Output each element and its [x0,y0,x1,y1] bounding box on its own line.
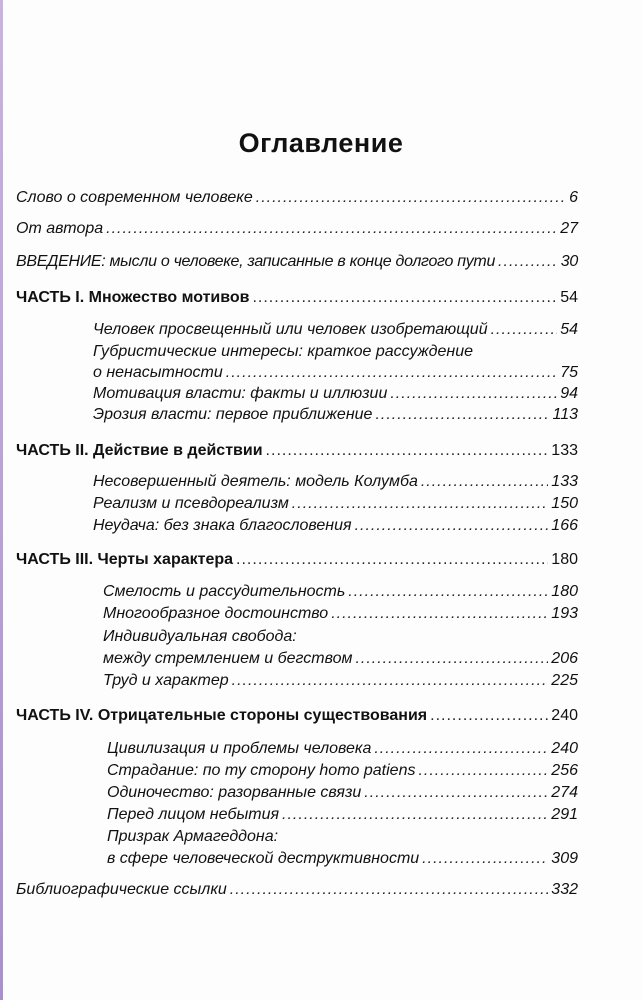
toc-subentry[interactable] [93,320,578,340]
toc-leader [430,706,548,726]
toc-leader [292,494,549,514]
toc-subentry-page: 75 [560,364,578,381]
toc-subentry[interactable] [93,384,578,404]
toc-subentry-page: 206 [551,650,578,667]
toc-subentry-page: 166 [551,517,578,534]
toc-part-label: ЧАСТЬ II. Действие в действии [16,442,263,459]
toc-leader [375,405,549,425]
toc-subentry[interactable] [107,783,578,803]
toc-subentry-label: Труд и характер [103,672,229,689]
toc-subentry-page: 240 [551,740,578,757]
toc-subentry-label: Неудача: без знака благословения [93,517,352,534]
toc-subentry-line: Губристические интересы: краткое рассуждение [93,343,474,360]
toc-leader [348,582,548,602]
toc-subentry-page: 309 [551,850,578,867]
toc-entry-page: 332 [551,881,578,898]
toc-leader [421,472,548,492]
toc-subentry-label: в сфере человеческой деструктивности [107,850,420,867]
toc-subentry[interactable] [107,805,578,825]
toc-leader [418,761,548,781]
toc-subentry-page: 94 [560,385,578,402]
toc-subentry[interactable] [93,405,578,425]
toc-part-page: 133 [551,442,578,459]
toc-subentry-page: 54 [560,321,578,338]
toc-subentry-page: 291 [551,806,578,823]
toc-subentry-label: Страдание: по ту сторону homo patiens [107,762,416,779]
toc-subentry-page: 193 [551,605,578,622]
toc-leader [230,880,549,900]
toc-subentry[interactable] [107,739,578,759]
toc-leader [106,219,557,239]
toc-subentry-label: между стремлением и бегством [103,650,353,667]
toc-leader [355,649,548,669]
toc-leader [266,441,549,461]
toc-entry-label: Слово о современном человеке [16,189,253,206]
toc-entry-page: 30 [560,253,578,270]
toc-leader [374,739,548,759]
toc-subentry-page: 150 [551,495,578,512]
toc-subentry-label: Человек просвещенный или человек изобретающий [93,321,488,338]
toc-part-label: ЧАСТЬ IV. Отрицательные стороны существования [16,707,428,724]
toc-subentry[interactable] [107,849,578,869]
toc-subentry[interactable] [103,604,578,624]
toc-entry-page: 27 [560,220,578,237]
toc-subentry-line: Призрак Армагеддона: [107,828,279,845]
toc-leader [364,783,548,803]
toc-subentry-page: 113 [552,406,578,423]
toc-leader [355,516,549,536]
toc-part-1[interactable] [16,288,578,308]
toc-leader [498,252,558,272]
toc-leader [282,805,548,825]
toc-subentry[interactable] [107,761,578,781]
toc-subentry-label: Эрозия власти: первое приближение [93,406,373,423]
toc-entry-from-author[interactable] [16,219,578,239]
toc-subentry-label: Перед лицом небытия [107,806,280,823]
toc-subentry-line: Индивидуальная свобода: [103,628,297,645]
toc-subentry[interactable] [93,472,578,492]
toc-leader [236,550,548,570]
toc-subentry-label: Цивилизация и проблемы человека [107,740,372,757]
toc-entry-label: От автора [16,220,104,237]
toc-leader [252,288,557,308]
toc-subentry-page: 274 [551,784,578,801]
toc-part-4[interactable] [16,706,578,726]
page-title: Оглавление [238,128,404,158]
toc-part-page: 180 [551,551,578,568]
toc-entry-references[interactable] [16,880,578,900]
toc-subentry-label: Мотивация власти: факты и иллюзии [93,385,388,402]
toc-part-3[interactable] [16,550,578,570]
toc-subentry-label: Несовершенный деятель: модель Колумба [93,473,418,490]
toc-entry-label: Библиографические ссылки [16,881,227,898]
toc-subentry-label: Реализм и псевдореализм [93,495,289,512]
toc-entry-label: ВВЕДЕНИЕ: мысли о человеке, записанные в конце долгого пути [16,253,496,270]
toc-subentry-label: о ненасытности [93,364,223,381]
toc-part-2[interactable] [16,441,578,461]
toc-subentry-page: 225 [551,672,578,689]
toc-subentry-page: 133 [551,473,578,490]
toc-leader [331,604,548,624]
toc-subentry-label: Одиночество: разорванные связи [107,784,362,801]
toc-subentry-page: 256 [551,762,578,779]
toc-part-page: 240 [551,707,578,724]
toc-subentry[interactable] [93,516,578,536]
toc-part-page: 54 [560,289,578,306]
toc-subentry[interactable] [103,649,578,669]
toc-subentry[interactable] [93,363,578,383]
toc-subentry-label: Многообразное достоинство [103,605,329,622]
toc-entry-intro[interactable] [16,252,578,272]
toc-subentry-label: Смелость и рассудительность [103,583,346,600]
toc-part-label: ЧАСТЬ I. Множество мотивов [16,289,250,306]
toc-leader [491,320,558,340]
toc-subentry[interactable] [93,494,578,514]
toc-entry-page: 6 [569,189,578,206]
toc-subentry[interactable] [103,582,578,602]
toc-leader [422,849,548,869]
toc-part-label: ЧАСТЬ III. Черты характера [16,551,234,568]
toc-subentry-page: 180 [551,583,578,600]
toc-leader [256,188,566,208]
toc-subentry[interactable] [103,671,578,691]
toc-leader [232,671,549,691]
toc-leader [390,384,557,404]
toc-leader [226,363,557,383]
toc-entry-foreword[interactable] [16,188,578,208]
